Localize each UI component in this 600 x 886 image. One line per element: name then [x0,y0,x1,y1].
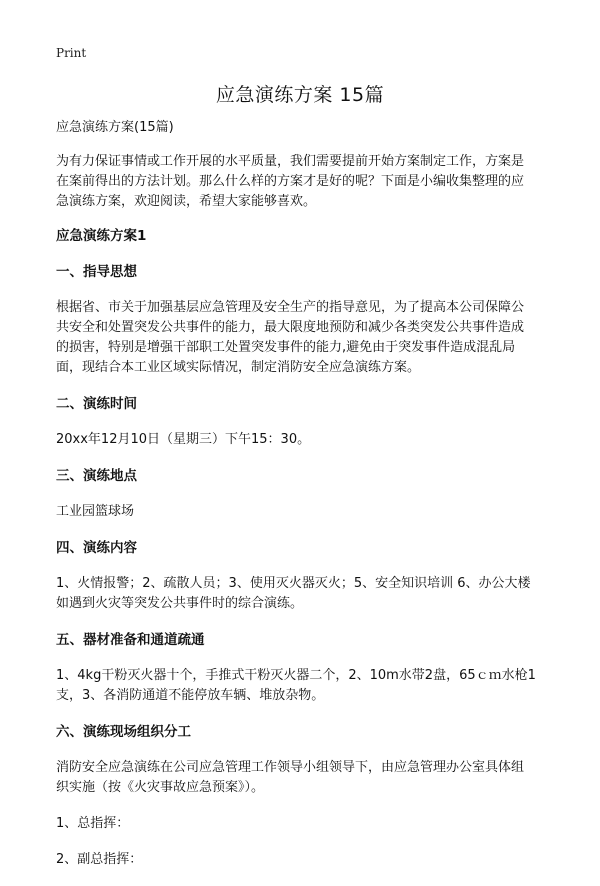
intro-line: 急演练方案，欢迎阅读，希望大家能够喜欢。 [56,194,317,209]
body-line: 1、火情报警；2、疏散人员；3、使用灭火器灭火；5、安全知识培训 6、办公大楼 [56,576,531,591]
body-line: 共安全和处置突发公共事件的能力，最大限度地预防和减少各类突发公共事件造成 [56,320,525,335]
section-body-equipment [56,666,548,706]
section-body-drill-content [56,574,548,614]
plan-title: 应急演练方案1 [56,228,147,244]
list-item-commander: 1、总指挥： [56,816,130,831]
section-heading-organization: 六、演练现场组织分工 [56,724,191,740]
document-subtitle: 应急演练方案(15篇) [56,120,174,135]
body-line: 如遇到火灾等突发公共事件时的综合演练。 [56,596,304,611]
body-line: 消防安全应急演练在公司应急管理工作领导小组领导下，由应急管理办公室具体组 [56,760,525,775]
section-body-guiding-ideology [56,298,548,378]
section-body-drill-time: 20xx年12月10日（星期三）下午15：30。 [56,432,311,447]
body-line: 面，现结合本工业区域实际情况，制定消防安全应急演练方案。 [56,360,421,375]
body-line: 1、4kg干粉灭火器十个，手推式干粉灭火器二个，2、10m水带2盘，65ｃｍ水枪1 [56,668,536,683]
section-heading-drill-location: 三、演练地点 [56,468,137,484]
print-link[interactable]: Print [56,46,87,60]
section-heading-drill-time: 二、演练时间 [56,396,137,412]
list-item-deputy-commander: 2、副总指挥： [56,852,143,867]
body-line: 织实施（按《火灾事故应急预案》）。 [56,780,265,795]
body-line: 支，3、各消防通道不能停放车辆、堆放杂物。 [56,688,325,703]
body-line: 的损害，特别是增强干部职工处置突发事件的能力,避免由于突发事件造成混乱局 [56,340,516,355]
document-body [56,118,548,886]
section-body-drill-location: 工业园篮球场 [56,504,135,519]
body-line: 根据省、市关于加强基层应急管理及安全生产的指导意见，为了提高本公司保障公 [56,300,525,315]
intro-line: 在案前得出的方法计划。那么什么样的方案才是好的呢？下面是小编收集整理的应 [56,174,525,189]
section-heading-equipment: 五、器材准备和通道疏通 [56,632,205,648]
intro-line: 为有力保证事情或工作开展的水平质量，我们需要提前开始方案制定工作，方案是 [56,154,525,169]
section-body-organization [56,758,548,798]
section-heading-guiding-ideology: 一、指导思想 [56,264,137,280]
section-heading-drill-content: 四、演练内容 [56,540,137,556]
page-title: 应急演练方案 15篇 [215,84,385,106]
intro-paragraph [56,152,548,212]
